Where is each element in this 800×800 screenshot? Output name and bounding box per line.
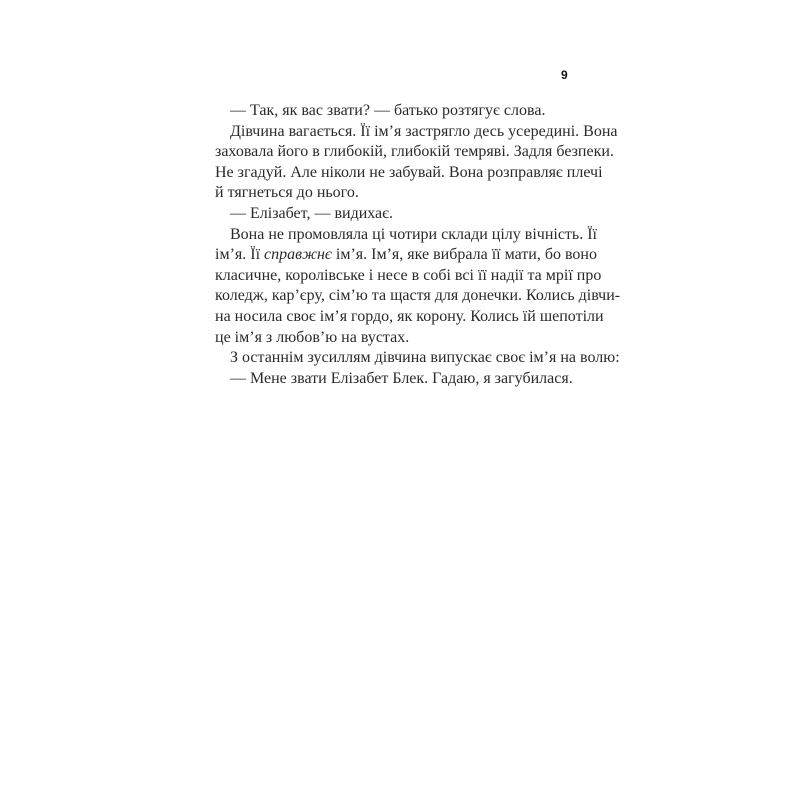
text-line: Не згадуй. Але ніколи не забувай. Вона розправляє плечі	[215, 163, 603, 181]
page-number: 9	[561, 68, 568, 82]
text-line	[215, 245, 597, 266]
text-line: Дівчина вагається. Її ім’я застрягло десь усередині. Вона	[230, 122, 618, 140]
text-line: заховала його в глибокій, глибокій темряві. Задля безпеки.	[215, 143, 614, 161]
text-line: — Мене звати Елізабет Блек. Гадаю, я загубилася.	[230, 369, 573, 387]
text-segment: ім’я. Її	[215, 246, 265, 264]
text-line: З останнім зусиллям дівчина випускає своє ім’я на волю:	[230, 349, 620, 367]
text-line: Вона не промовляла ці чотири склади цілу вічність. Її	[230, 225, 597, 243]
emphasized-word: справжнє	[264, 246, 332, 264]
body-text	[215, 101, 621, 389]
text-line: на носила своє ім’я гордо, як корону. Колись їй шепотіли	[215, 307, 604, 325]
text-line: — Елізабет, — видихає.	[230, 204, 394, 222]
text-line: коледж, кар’єру, сім’ю та щастя для донечки. Колись дівчи-	[215, 287, 621, 305]
text-line: й тягнеться до нього.	[215, 184, 359, 202]
text-line: це ім’я з любов’ю на вустах.	[215, 328, 410, 346]
text-line: — Так, як вас звати? — батько розтягує слова.	[230, 102, 546, 119]
text-line: класичне, королівське і несе в собі всі її надії та мрії про	[215, 266, 602, 284]
text-segment: ім’я. Ім’я, яке вибрала її мати, бо воно	[331, 246, 597, 264]
